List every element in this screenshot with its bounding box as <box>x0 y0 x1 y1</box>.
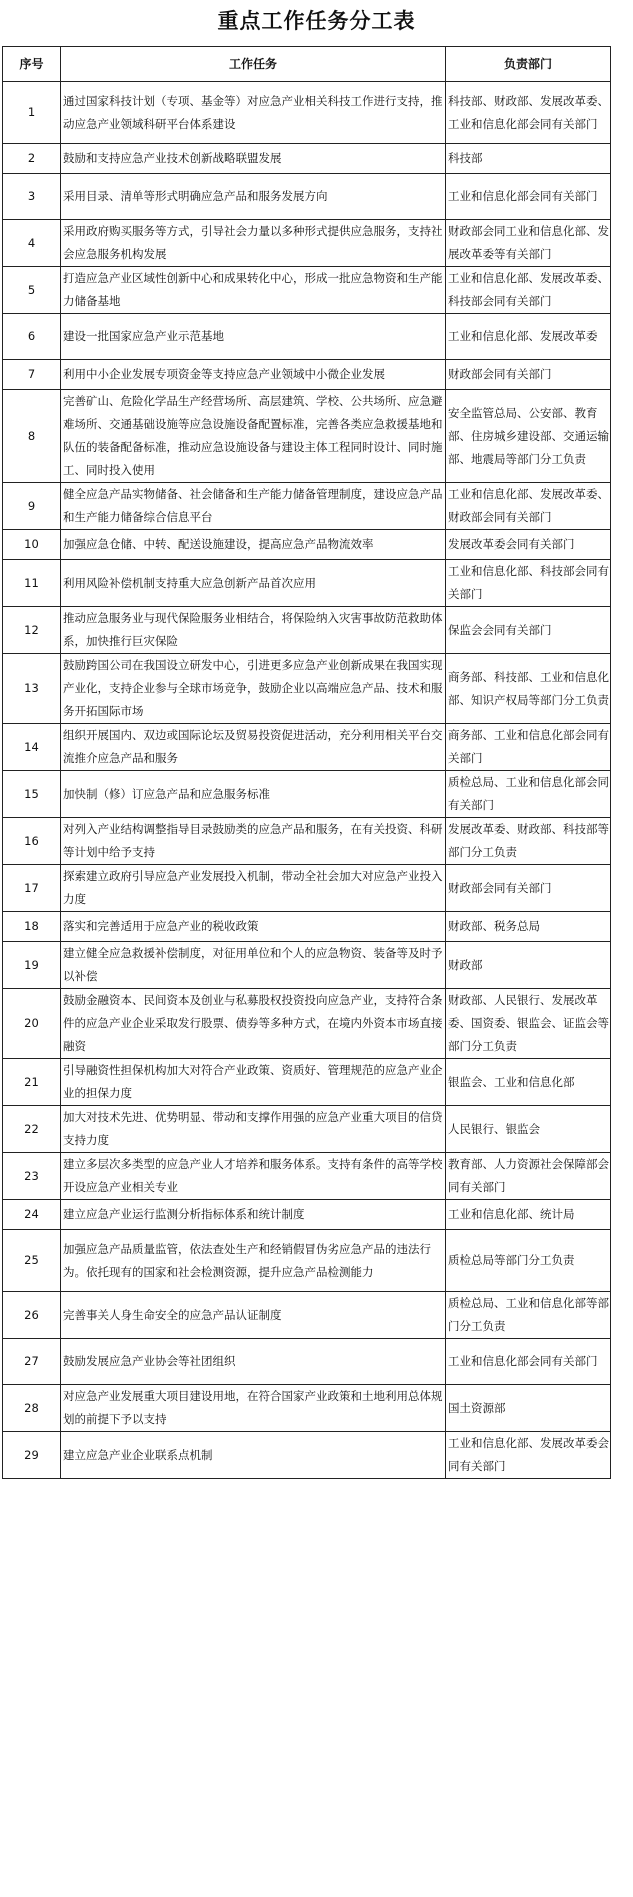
row-task: 建立多层次多类型的应急产业人才培养和服务体系。支持有条件的高等学校开设应急产业相关专业 <box>61 1153 446 1200</box>
row-task: 鼓励跨国公司在我国设立研发中心，引进更多应急产业创新成果在我国实现产业化，支持企业参与全球市场竞争，鼓励企业以高端应急产品、技术和服务开拓国际市场 <box>61 654 446 724</box>
table-row <box>3 724 611 771</box>
row-task: 鼓励金融资本、民间资本及创业与私募股权投资投向应急产业，支持符合条件的应急产业企业采取发行股票、债券等多种方式，在境内外资本市场直接融资 <box>61 989 446 1059</box>
row-dept: 质检总局、工业和信息化部会同有关部门 <box>446 771 611 818</box>
table-row <box>3 942 611 989</box>
row-task: 完善矿山、危险化学品生产经营场所、高层建筑、学校、公共场所、应急避难场所、交通基础设施等应急设施设备配置标准，完善各类应急救援基地和队伍的装备配备标准，推动应急设施设备与建设主体工程同时设计、同时施工、同时投入使用 <box>61 390 446 483</box>
row-task: 鼓励和支持应急产业技术创新战略联盟发展 <box>61 144 446 174</box>
table-row <box>3 174 611 220</box>
table-row <box>3 267 611 314</box>
row-task: 采用政府购买服务等方式，引导社会力量以多种形式提供应急服务，支持社会应急服务机构发展 <box>61 220 446 267</box>
row-number: 4 <box>3 220 61 267</box>
table-row <box>3 912 611 942</box>
table-row <box>3 989 611 1059</box>
row-number: 23 <box>3 1153 61 1200</box>
row-dept: 发展改革委会同有关部门 <box>446 530 611 560</box>
row-task: 加大对技术先进、优势明显、带动和支撑作用强的应急产业重大项目的信贷支持力度 <box>61 1106 446 1153</box>
row-task: 加强应急产品质量监管，依法查处生产和经销假冒伪劣应急产品的违法行为。依托现有的国家和社会检测资源，提升应急产品检测能力 <box>61 1230 446 1292</box>
row-number: 19 <box>3 942 61 989</box>
row-task: 打造应急产业区域性创新中心和成果转化中心，形成一批应急物资和生产能力储备基地 <box>61 267 446 314</box>
table-row <box>3 483 611 530</box>
row-task: 利用中小企业发展专项资金等支持应急产业领域中小微企业发展 <box>61 360 446 390</box>
row-task: 加快制（修）订应急产品和应急服务标准 <box>61 771 446 818</box>
row-dept: 科技部 <box>446 144 611 174</box>
row-number: 18 <box>3 912 61 942</box>
row-task: 组织开展国内、双边或国际论坛及贸易投资促进活动，充分利用相关平台交流推介应急产品和服务 <box>61 724 446 771</box>
table-row <box>3 771 611 818</box>
row-task: 对应急产业发展重大项目建设用地，在符合国家产业政策和土地利用总体规划的前提下予以支持 <box>61 1385 446 1432</box>
page-title: 重点工作任务分工表 <box>217 8 416 33</box>
table-row <box>3 1292 611 1339</box>
row-number: 28 <box>3 1385 61 1432</box>
row-dept: 工业和信息化部会同有关部门 <box>446 1339 611 1385</box>
row-number: 11 <box>3 560 61 607</box>
row-task: 利用风险补偿机制支持重大应急创新产品首次应用 <box>61 560 446 607</box>
row-task: 推动应急服务业与现代保险服务业相结合，将保险纳入灾害事故防范救助体系，加快推行巨灾保险 <box>61 607 446 654</box>
row-dept: 商务部、科技部、工业和信息化部、知识产权局等部门分工负责 <box>446 654 611 724</box>
row-task: 加强应急仓储、中转、配送设施建设，提高应急产品物流效率 <box>61 530 446 560</box>
row-task: 健全应急产品实物储备、社会储备和生产能力储备管理制度，建设应急产品和生产能力储备综合信息平台 <box>61 483 446 530</box>
table-row <box>3 607 611 654</box>
table-row <box>3 1153 611 1200</box>
row-dept: 安全监管总局、公安部、教育部、住房城乡建设部、交通运输部、地震局等部门分工负责 <box>446 390 611 483</box>
row-dept: 银监会、工业和信息化部 <box>446 1059 611 1106</box>
table-row <box>3 530 611 560</box>
task-table <box>2 46 611 1479</box>
row-dept: 工业和信息化部会同有关部门 <box>446 174 611 220</box>
row-dept: 财政部会同工业和信息化部、发展改革委等有关部门 <box>446 220 611 267</box>
row-dept: 国土资源部 <box>446 1385 611 1432</box>
row-dept: 科技部、财政部、发展改革委、工业和信息化部会同有关部门 <box>446 82 611 144</box>
row-task: 通过国家科技计划（专项、基金等）对应急产业相关科技工作进行支持，推动应急产业领域科研平台体系建设 <box>61 82 446 144</box>
table-row <box>3 1339 611 1385</box>
row-number: 27 <box>3 1339 61 1385</box>
row-dept: 工业和信息化部、科技部会同有关部门 <box>446 560 611 607</box>
table-row <box>3 360 611 390</box>
table-row <box>3 144 611 174</box>
row-number: 16 <box>3 818 61 865</box>
table-row <box>3 1059 611 1106</box>
row-number: 17 <box>3 865 61 912</box>
row-dept: 财政部 <box>446 942 611 989</box>
row-dept: 财政部、人民银行、发展改革委、国资委、银监会、证监会等部门分工负责 <box>446 989 611 1059</box>
row-task: 对列入产业结构调整指导目录鼓励类的应急产品和服务，在有关投资、科研等计划中给予支持 <box>61 818 446 865</box>
row-task: 落实和完善适用于应急产业的税收政策 <box>61 912 446 942</box>
header-task: 工作任务 <box>61 47 446 82</box>
row-dept: 质检总局、工业和信息化部等部门分工负责 <box>446 1292 611 1339</box>
row-dept: 发展改革委、财政部、科技部等部门分工负责 <box>446 818 611 865</box>
table-row <box>3 1385 611 1432</box>
row-task: 采用目录、清单等形式明确应急产品和服务发展方向 <box>61 174 446 220</box>
row-number: 14 <box>3 724 61 771</box>
row-dept: 保监会会同有关部门 <box>446 607 611 654</box>
row-task: 引导融资性担保机构加大对符合产业政策、资质好、管理规范的应急产业企业的担保力度 <box>61 1059 446 1106</box>
row-number: 15 <box>3 771 61 818</box>
row-task: 完善事关人身生命安全的应急产品认证制度 <box>61 1292 446 1339</box>
row-number: 5 <box>3 267 61 314</box>
row-dept: 工业和信息化部、发展改革委、科技部会同有关部门 <box>446 267 611 314</box>
table-row <box>3 865 611 912</box>
table-body <box>3 82 611 1479</box>
header-no: 序号 <box>3 47 61 82</box>
row-number: 9 <box>3 483 61 530</box>
row-number: 2 <box>3 144 61 174</box>
row-task: 建立应急产业运行监测分析指标体系和统计制度 <box>61 1200 446 1230</box>
table-row <box>3 654 611 724</box>
table-row <box>3 1230 611 1292</box>
row-number: 13 <box>3 654 61 724</box>
row-number: 1 <box>3 82 61 144</box>
table-row <box>3 220 611 267</box>
table-row <box>3 314 611 360</box>
row-number: 20 <box>3 989 61 1059</box>
row-dept: 人民银行、银监会 <box>446 1106 611 1153</box>
row-number: 10 <box>3 530 61 560</box>
row-dept: 工业和信息化部、发展改革委、财政部会同有关部门 <box>446 483 611 530</box>
row-task: 鼓励发展应急产业协会等社团组织 <box>61 1339 446 1385</box>
row-task: 建立应急产业企业联系点机制 <box>61 1432 446 1479</box>
row-task: 探索建立政府引导应急产业发展投入机制，带动全社会加大对应急产业投入力度 <box>61 865 446 912</box>
row-number: 25 <box>3 1230 61 1292</box>
row-task: 建立健全应急救援补偿制度，对征用单位和个人的应急物资、装备等及时予以补偿 <box>61 942 446 989</box>
row-number: 6 <box>3 314 61 360</box>
table-row <box>3 82 611 144</box>
row-number: 29 <box>3 1432 61 1479</box>
row-dept: 商务部、工业和信息化部会同有关部门 <box>446 724 611 771</box>
row-number: 24 <box>3 1200 61 1230</box>
row-number: 7 <box>3 360 61 390</box>
row-number: 12 <box>3 607 61 654</box>
row-dept: 质检总局等部门分工负责 <box>446 1230 611 1292</box>
header-dept: 负责部门 <box>446 47 611 82</box>
row-dept: 教育部、人力资源社会保障部会同有关部门 <box>446 1153 611 1200</box>
table-row <box>3 1106 611 1153</box>
row-dept: 财政部会同有关部门 <box>446 865 611 912</box>
row-number: 8 <box>3 390 61 483</box>
table-row <box>3 560 611 607</box>
row-number: 21 <box>3 1059 61 1106</box>
row-number: 22 <box>3 1106 61 1153</box>
row-dept: 工业和信息化部、发展改革委 <box>446 314 611 360</box>
row-dept: 工业和信息化部、统计局 <box>446 1200 611 1230</box>
row-dept: 财政部、税务总局 <box>446 912 611 942</box>
table-row <box>3 818 611 865</box>
row-number: 3 <box>3 174 61 220</box>
row-task: 建设一批国家应急产业示范基地 <box>61 314 446 360</box>
row-number: 26 <box>3 1292 61 1339</box>
table-row <box>3 1200 611 1230</box>
table-row <box>3 1432 611 1479</box>
row-dept: 财政部会同有关部门 <box>446 360 611 390</box>
row-dept: 工业和信息化部、发展改革委会同有关部门 <box>446 1432 611 1479</box>
table-header-row <box>3 47 611 82</box>
table-row <box>3 390 611 483</box>
